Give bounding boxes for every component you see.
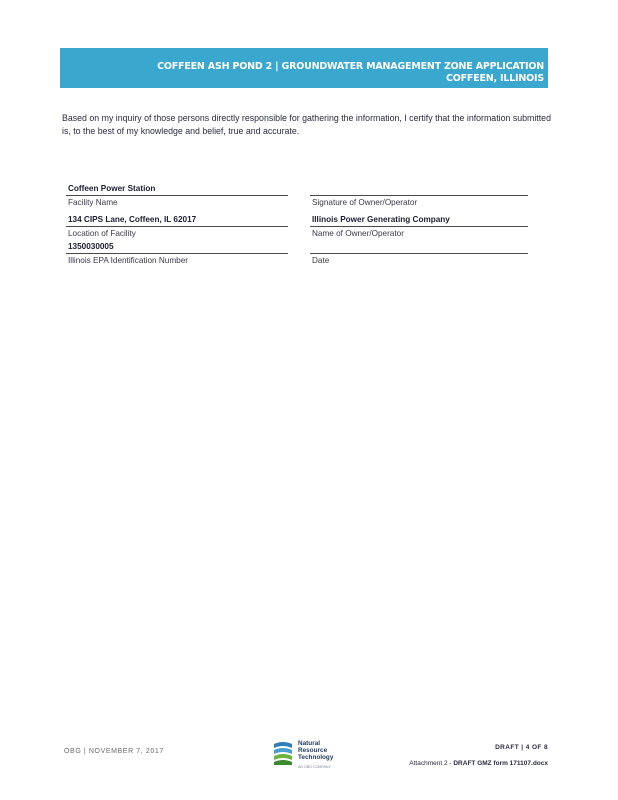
header-subtitle: COFFEEN, ILLINOIS — [445, 73, 544, 84]
facility-name-line — [66, 195, 288, 196]
owner-name-line — [310, 226, 528, 227]
date-label: Date — [312, 256, 330, 265]
facility-name-value: Coffeen Power Station — [68, 184, 156, 193]
signature-label: Signature of Owner/Operator — [312, 198, 418, 207]
logo-line-1: Natural — [298, 740, 321, 747]
footer-filename-prefix: Attachment 2 - — [409, 760, 454, 767]
header-banner — [60, 48, 548, 88]
epa-id-label: Illinois EPA Identification Number — [68, 256, 188, 265]
certification-statement: Based on my inquiry of those persons directly responsible for gathering the information, I certify that the information submitted is, to the best of my knowledge and belief, true and accurate. — [62, 113, 551, 136]
facility-name-label: Facility Name — [68, 198, 118, 207]
footer-filename-file: DRAFT GMZ form 171107.docx — [453, 760, 548, 767]
signature-line[interactable] — [310, 195, 528, 196]
owner-name-label: Name of Owner/Operator — [312, 229, 404, 238]
footer-page-number: DRAFT | 4 OF 8 — [495, 744, 548, 751]
logo-line-2: Resource — [298, 746, 328, 754]
footer-company-date: OBG | NOVEMBER 7, 2017 — [64, 748, 164, 755]
footer-filename — [409, 760, 548, 767]
date-line[interactable] — [310, 253, 528, 254]
epa-id-line — [66, 253, 288, 254]
nrt-logo-text — [298, 741, 333, 761]
facility-location-value: 134 CIPS Lane, Coffeen, IL 62017 — [68, 215, 197, 224]
nrt-logo-tagline: AN OBG COMPANY — [298, 765, 331, 769]
facility-location-label: Location of Facility — [68, 229, 136, 238]
epa-id-value: 1350030005 — [68, 242, 114, 251]
logo-line-3: Technology — [298, 753, 334, 761]
signature-block — [66, 182, 536, 272]
nrt-logo-icon — [272, 740, 294, 766]
facility-location-line — [66, 226, 288, 227]
header-title: COFFEEN ASH POND 2 | GROUNDWATER MANAGEMENT ZONE APPLICATION — [157, 61, 544, 72]
nrt-logo — [272, 738, 352, 774]
owner-name-value: Illinois Power Generating Company — [312, 215, 450, 224]
